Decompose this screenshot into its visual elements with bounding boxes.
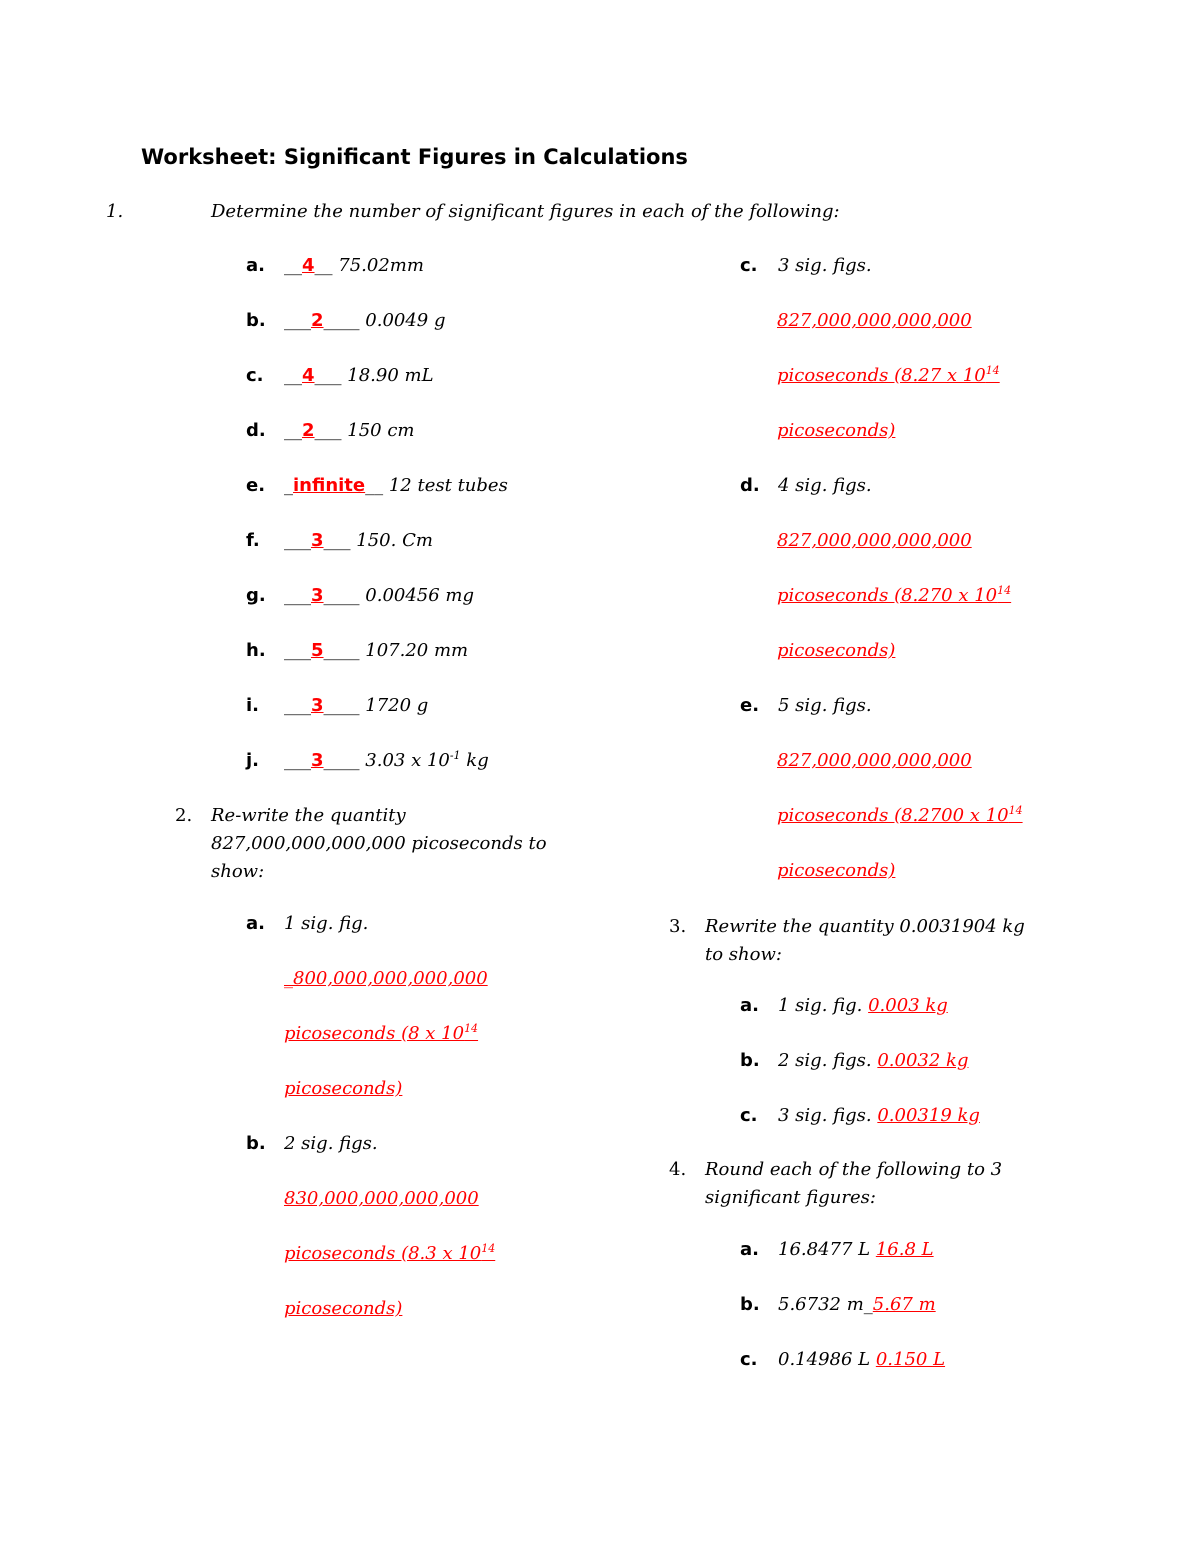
question-3-heading — [669, 913, 1089, 973]
q3-item-c: c. 3 sig. figs. 0.00319 kg — [740, 1105, 980, 1126]
q1-item-h: h. ___5____ 107.20 mm — [246, 640, 469, 661]
question-2-heading — [175, 802, 595, 892]
question-number: 3. — [669, 916, 687, 937]
q2-b-answer-line-3: picoseconds) — [284, 1298, 403, 1319]
q2-item-e: e. 5 sig. figs. — [740, 695, 872, 716]
page-title: Worksheet: Significant Figures in Calculations — [141, 145, 688, 169]
q1-item-i: i. ___3____ 1720 g — [246, 695, 429, 716]
q2-c-answer-line-1: 827,000,000,000,000 — [777, 310, 972, 331]
q2-d-answer-line-2: picoseconds (8.270 x $10^{14}$ — [777, 584, 1012, 606]
question-prompt: Determine the number of significant figures in each of the following: — [211, 201, 840, 222]
q4-item-c: c. 0.14986 L 0.150 L — [740, 1349, 946, 1370]
q2-b-answer-line-2: picoseconds (8.3 x $10^{14}$ — [284, 1242, 496, 1264]
q2-e-answer-line-3: picoseconds) — [777, 860, 896, 881]
q2-d-answer-line-1: 827,000,000,000,000 — [777, 530, 972, 551]
q1-item-e: e. _infinite__ 12 test tubes — [246, 475, 508, 496]
q1-item-j: j. ___3____ 3.03 x $10^{-1}$ kg — [246, 749, 489, 771]
q2-a-answer-line-2: picoseconds (8 x $10^{14}$ — [284, 1022, 479, 1044]
q2-e-answer-line-2: picoseconds (8.2700 x $10^{14}$ — [777, 804, 1023, 826]
question-number: 2. — [175, 805, 193, 826]
question-prompt: Round each of the following to 3 significant figures: — [705, 1159, 1003, 1208]
question-number: 1. — [106, 201, 124, 222]
q1-item-d: d. __2___ 150 cm — [246, 420, 415, 441]
q1-item-c: c. __4___ 18.90 mL — [246, 365, 434, 386]
q4-item-b: b. 5.6732 m_5.67 m — [740, 1294, 936, 1315]
q3-item-a: a. 1 sig. fig. 0.003 kg — [740, 995, 948, 1016]
q2-item-c: c. 3 sig. figs. — [740, 255, 872, 276]
q2-item-d: d. 4 sig. figs. — [740, 475, 872, 496]
q1-item-a: a. __4__ 75.02mm — [246, 255, 424, 276]
q3-item-b: b. 2 sig. figs. 0.0032 kg — [740, 1050, 969, 1071]
question-prompt: Re-write the quantity 827,000,000,000,000 picoseconds to show: — [211, 805, 547, 882]
q2-c-answer-line-2: picoseconds (8.27 x $10^{14}$ — [777, 364, 1000, 386]
q2-e-answer-line-1: 827,000,000,000,000 — [777, 750, 972, 771]
question-prompt: Rewrite the quantity 0.0031904 kg to show: — [705, 916, 1025, 965]
q2-item-b: b. 2 sig. figs. — [246, 1133, 378, 1154]
q2-item-a: a. 1 sig. fig. — [246, 913, 369, 934]
q4-item-a: a. 16.8477 L 16.8 L — [740, 1239, 934, 1260]
q1-item-b: b. ___2____ 0.0049 g — [246, 310, 446, 331]
q2-d-answer-line-3: picoseconds) — [777, 640, 896, 661]
question-4-heading — [669, 1156, 1089, 1216]
q2-a-answer-line-1: _800,000,000,000,000 — [284, 968, 488, 989]
q2-a-answer-line-3: picoseconds) — [284, 1078, 403, 1099]
q2-c-answer-line-3: picoseconds) — [777, 420, 896, 441]
q1-item-g: g. ___3____ 0.00456 mg — [246, 585, 475, 606]
q2-b-answer-line-1: 830,000,000,000,000 — [284, 1188, 479, 1209]
q1-item-f: f. ___3___ 150. Cm — [246, 530, 433, 551]
question-number: 4. — [669, 1159, 687, 1180]
